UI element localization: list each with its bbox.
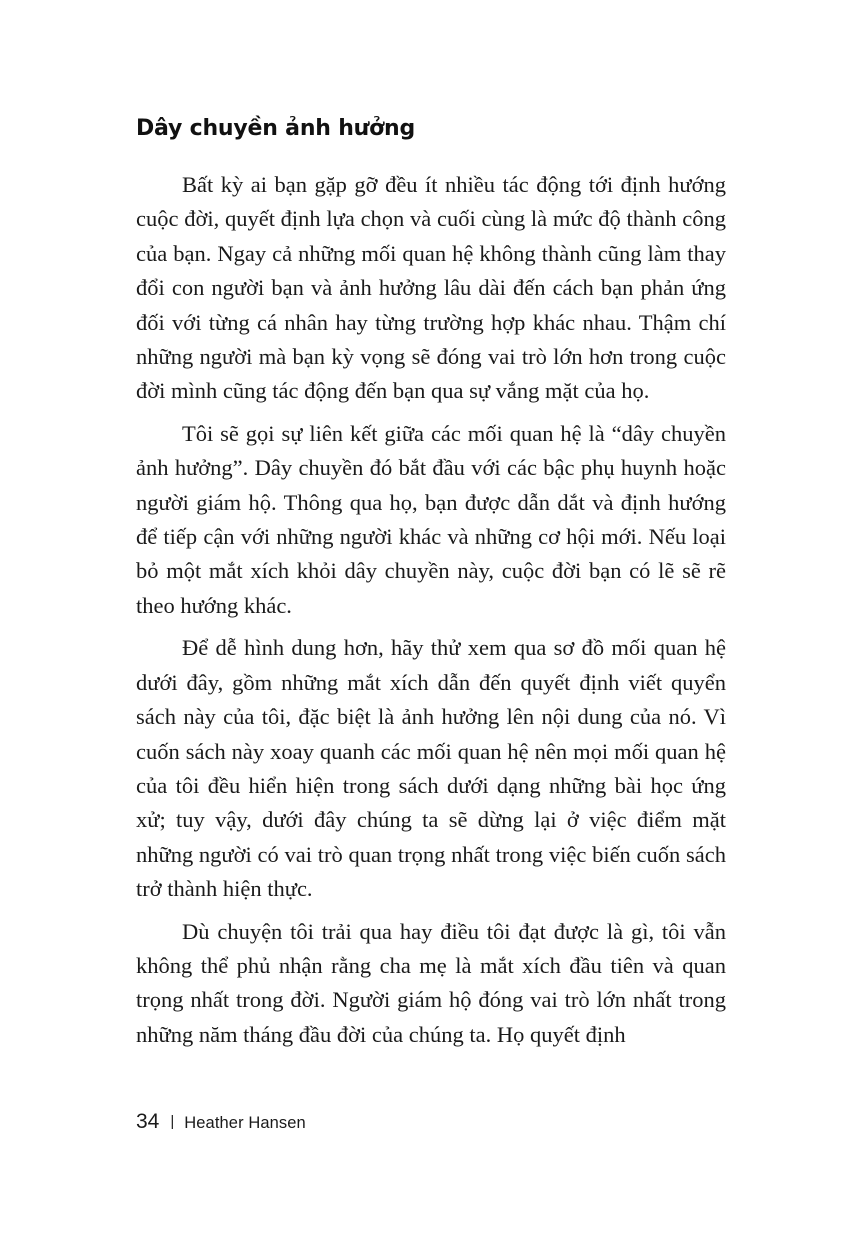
body-text (136, 168, 726, 1060)
paragraph: Để dễ hình dung hơn, hãy thử xem qua sơ đồ mối quan hệ dưới đây, gồm những mắt xích dẫn đến quyết định viết quyển sách này của tôi, đặc biệt là ảnh hưởng lên nội dung của nó. Vì cuốn sách này xoay quanh các mối quan hệ nên mọi mối quan hệ của tôi đều hiển hiện trong sách dưới dạng những bài học ứng xử; tuy vậy, dưới đây chúng ta sẽ dừng lại ở việc điểm mặt những người có vai trò quan trọng nhất trong việc biến cuốn sách trở thành hiện thực. (136, 635, 726, 902)
page-number: 34 (136, 1110, 160, 1133)
paragraph: Tôi sẽ gọi sự liên kết giữa các mối quan hệ là “dây chuyền ảnh hưởng”. Dây chuyền đó bắt đầu với các bậc phụ huynh hoặc người giám hộ. Thông qua họ, bạn được dẫn dắt và định hướng để tiếp cận với những người khác và những cơ hội mới. Nếu loại bỏ một mắt xích khỏi dây chuyền này, cuộc đời bạn có lẽ sẽ rẽ theo hướng khác. (136, 420, 726, 618)
page-footer (136, 1108, 306, 1137)
footer-separator: | (170, 1113, 175, 1130)
paragraph: Dù chuyện tôi trải qua hay điều tôi đạt được là gì, tôi vẫn không thể phủ nhận rằng cha mẹ là mắt xích đầu tiên và quan trọng nhất trong đời. Người giám hộ đóng vai trò lớn nhất trong những năm tháng đầu đời của chúng ta. Họ quyết định (136, 918, 726, 1047)
paragraph: Bất kỳ ai bạn gặp gỡ đều ít nhiều tác động tới định hướng cuộc đời, quyết định lựa chọn và cuối cùng là mức độ thành công của bạn. Ngay cả những mối quan hệ không thành cũng làm thay đổi con người bạn và ảnh hưởng lâu dài đến cách bạn phản ứng đối với từng cá nhân hay từng trường hợp khác nhau. Thậm chí những người mà bạn kỳ vọng sẽ đóng vai trò lớn hơn trong cuộc đời mình cũng tác động đến bạn qua sự vắng mặt của họ. (136, 172, 726, 404)
section-heading: Dây chuyền ảnh hưởng (136, 116, 416, 141)
author-name: Heather Hansen (184, 1114, 306, 1132)
